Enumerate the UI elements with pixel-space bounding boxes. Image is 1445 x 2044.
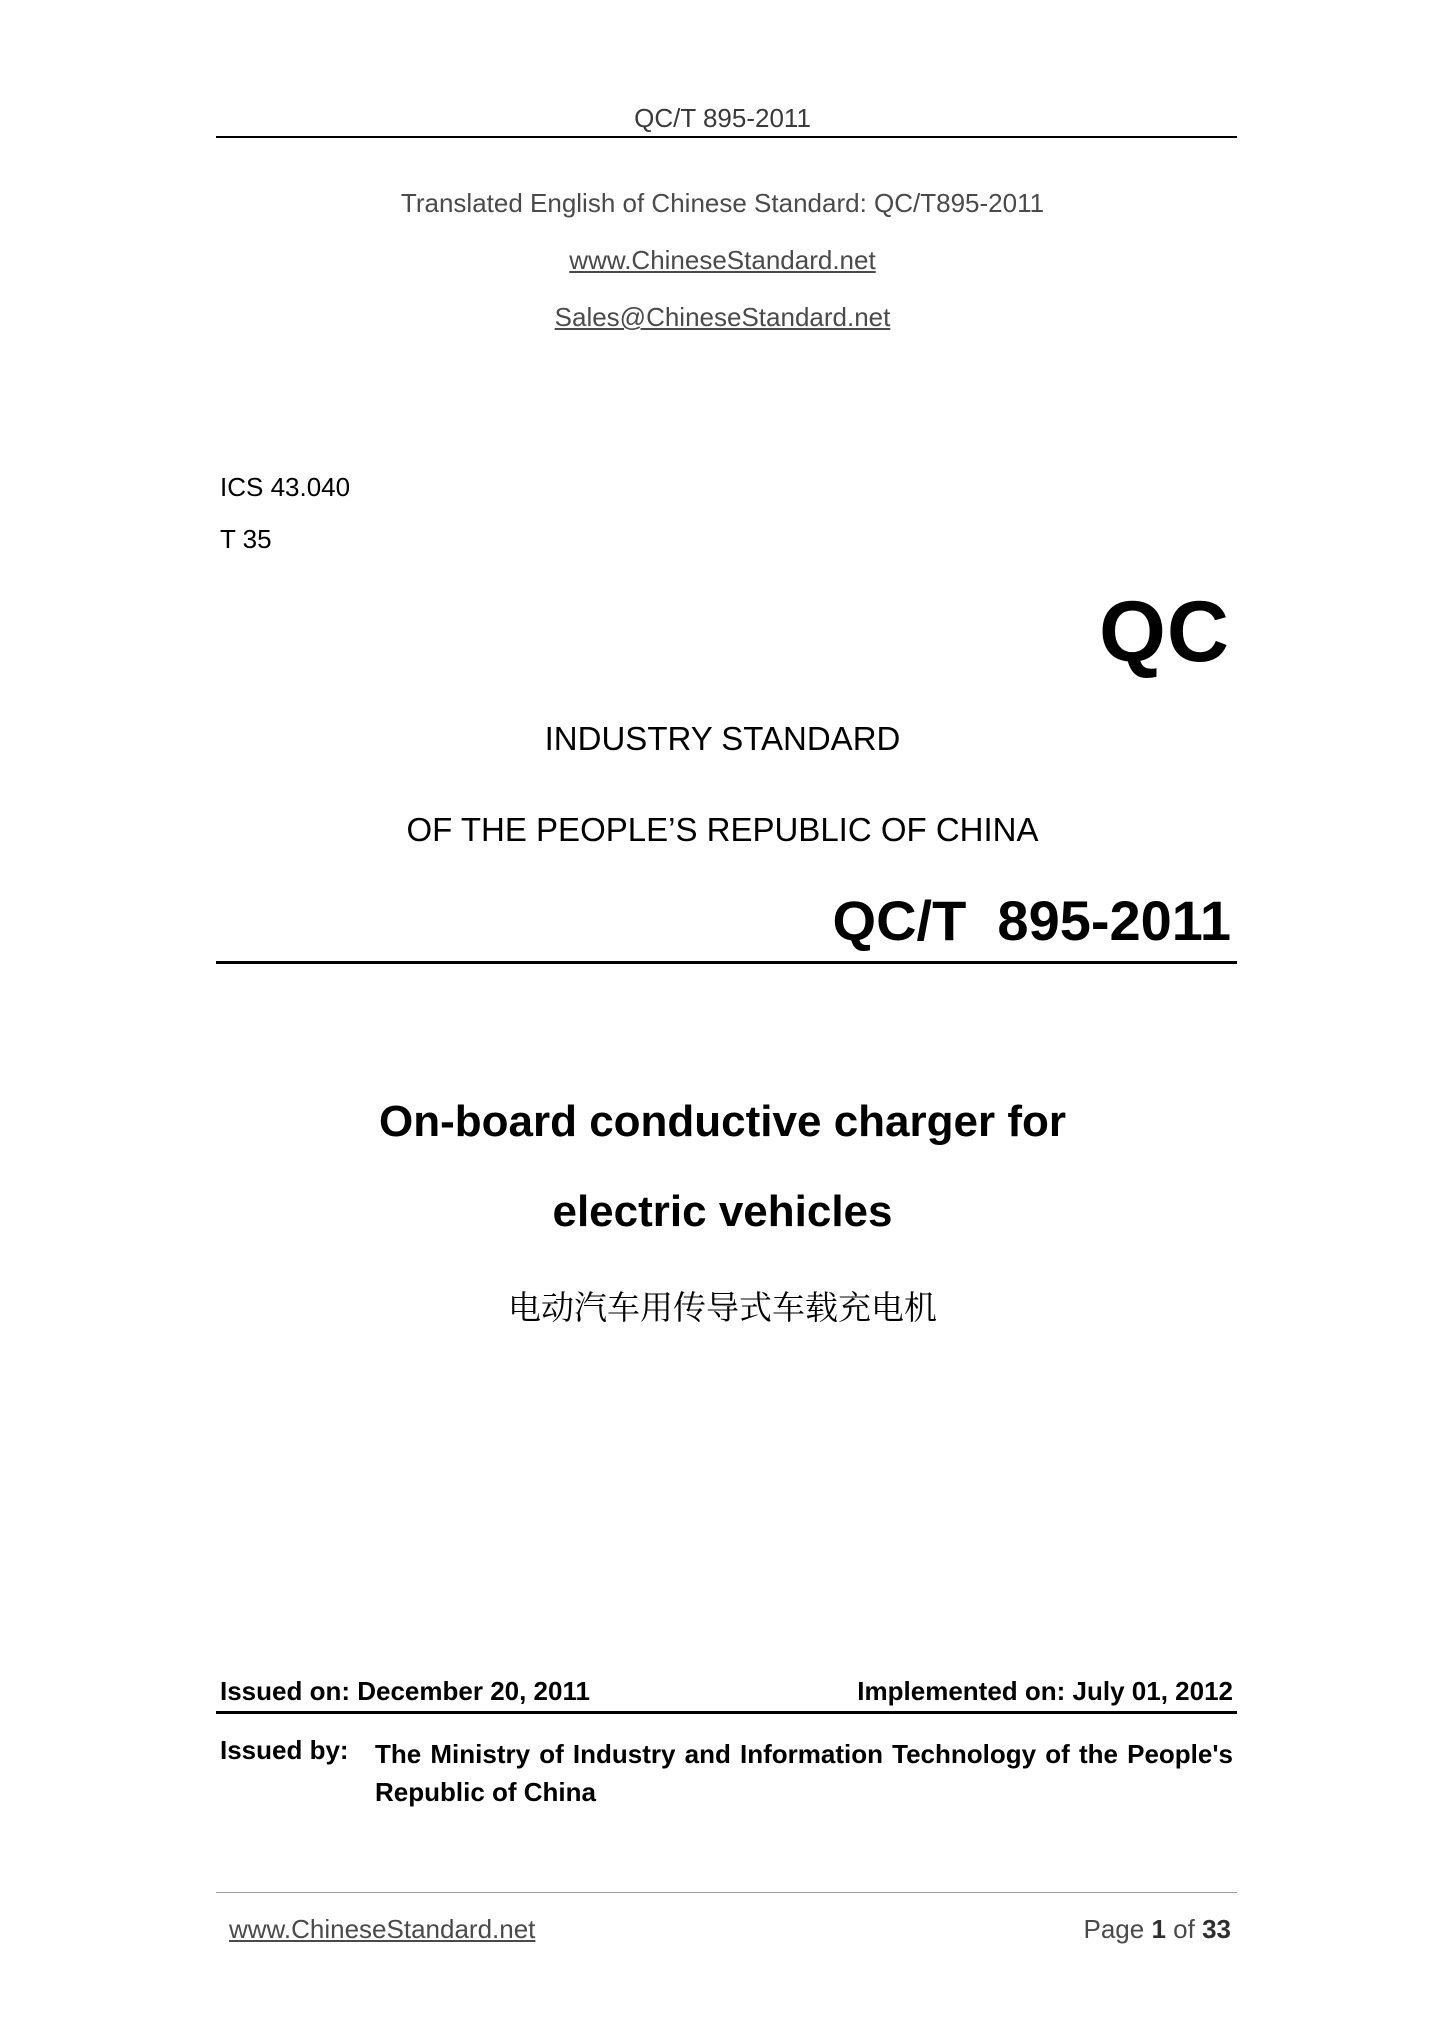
standard-category-mark: QC [1099, 584, 1230, 680]
page-current: 1 [1151, 1914, 1166, 1944]
header-divider [216, 136, 1237, 138]
t-code: T 35 [220, 524, 272, 554]
prc-heading: OF THE PEOPLE’S REPUBLIC OF CHINA [406, 811, 1039, 848]
footer-website-link[interactable]: www.ChineseStandard.net [229, 1914, 536, 1944]
issued-on-date: Issued on: December 20, 2011 [220, 1676, 590, 1706]
ics-code: ICS 43.040 [220, 472, 351, 502]
standard-number: QC/T 895-2011 [832, 889, 1231, 952]
translation-notice: Translated English of Chinese Standard: QC/T895-2011 [400, 188, 1045, 218]
page-prefix: Page [1083, 1914, 1145, 1944]
industry-standard-heading: INDUSTRY STANDARD [544, 720, 901, 757]
document-title-chinese: 电动汽车用传导式车载充电机 [508, 1288, 937, 1327]
issue-divider [216, 1711, 1237, 1714]
website-link[interactable]: www.ChineseStandard.net [569, 245, 876, 275]
implemented-on-date: Implemented on: July 01, 2012 [857, 1676, 1233, 1706]
issued-by-label: Issued by: [220, 1735, 349, 1765]
website-link-wrapper [0, 245, 1445, 276]
document-title-line2: electric vehicles [552, 1187, 893, 1236]
header-standard-code: QC/T 895-2011 [634, 103, 811, 133]
email-link[interactable]: Sales@ChineseStandard.net [554, 302, 891, 332]
page-total: 33 [1202, 1914, 1231, 1944]
footer-divider [216, 1892, 1237, 1893]
document-title-line1: On-board conductive charger for [379, 1097, 1066, 1146]
issued-by-authority: The Ministry of Industry and Information Technology of the People's Republic of China [375, 1739, 1233, 1807]
standard-number-divider [216, 961, 1237, 964]
page-number [1083, 1914, 1231, 1945]
email-link-wrapper [0, 302, 1445, 333]
page-of: of [1173, 1914, 1195, 1944]
